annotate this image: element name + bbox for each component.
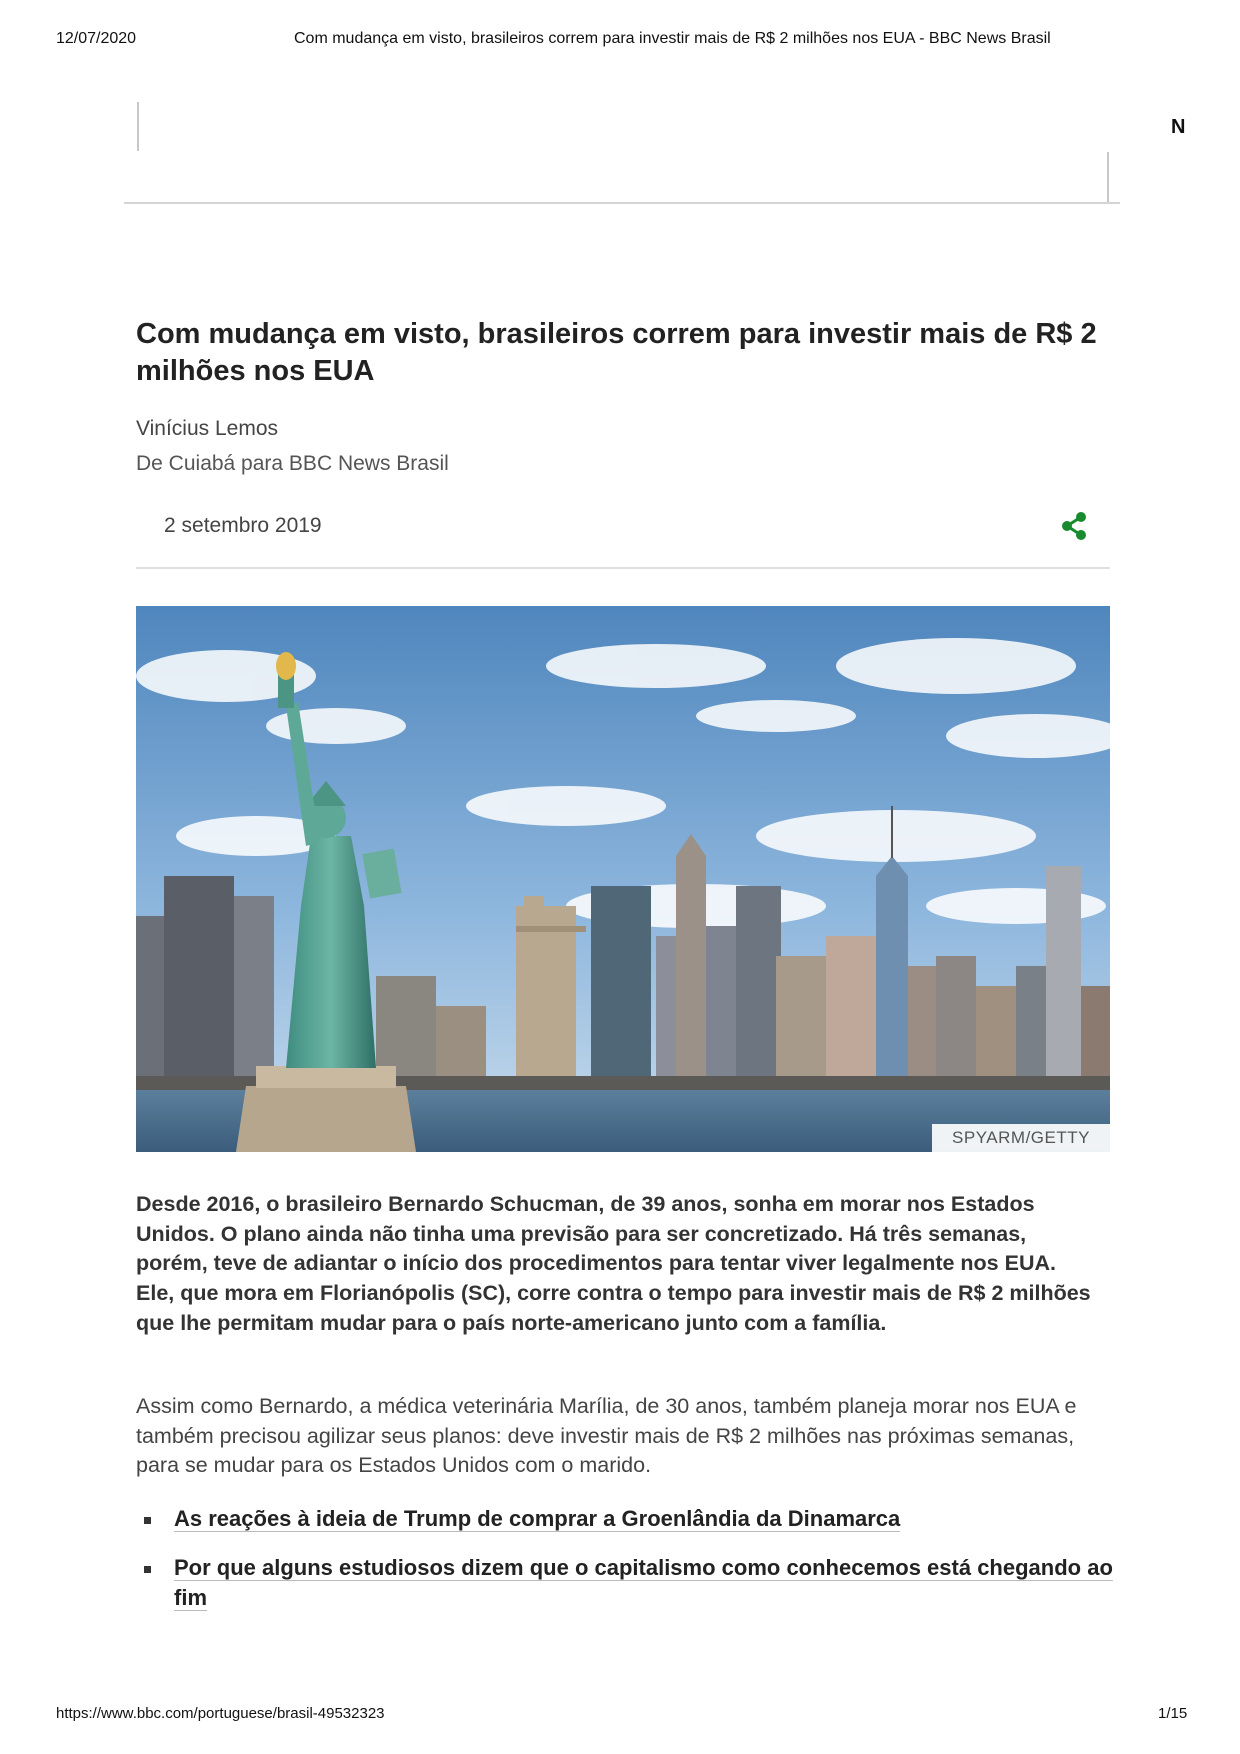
article-lead: Desde 2016, o brasileiro Bernardo Schucman, de 39 anos, sonha em morar nos Estados Unidos. O plano ainda não tinha uma previsão para ser concretizado. Há três semanas, porém, teve de adiantar o início dos procedimentos para tentar viver legalmente nos EUA. Ele, que mora em Florianópolis (SC), corre contra o tempo para investir mais de R$ 2 milhões que lhe permitam mudar para o país norte-americano junto com a família. (136, 1192, 1091, 1335)
related-link[interactable]: Por que alguns estudiosos dizem que o capitalismo como conhecemos está chegando ao fim (174, 1555, 1113, 1610)
topbar-divider-right (1107, 152, 1109, 202)
related-link[interactable]: As reações à ideia de Trump de comprar a Groenlândia da Dinamarca (174, 1506, 901, 1531)
share-icon[interactable] (1058, 510, 1090, 542)
article-author: Vinícius Lemos (136, 417, 279, 440)
article-paragraph: Assim como Bernardo, a médica veterinária Marília, de 30 anos, também planeja morar nos EUA e também precisou agilizar seus planos: deve investir mais de R$ 2 milhões nas próximas semanas, para se mudar para os Estados Unidos com o marido. (136, 1394, 1077, 1477)
topbar-divider-left (137, 102, 139, 151)
meta-divider (136, 567, 1110, 569)
hero-image (136, 606, 1110, 1152)
topbar-menu-label[interactable]: N (1171, 116, 1186, 138)
print-footer-page-number: 1/15 (1158, 1705, 1188, 1722)
bullet-icon (144, 1517, 151, 1524)
print-page-title: Com mudança em visto, brasileiros correm para investir mais de R$ 2 milhões nos EUA - BBC News Brasil (294, 30, 1051, 47)
article-date: 2 setembro 2019 (164, 514, 322, 537)
print-header (56, 30, 1184, 50)
bullet-icon (144, 1566, 151, 1573)
article-headline: Com mudança em visto, brasileiros correm para investir mais de R$ 2 milhões nos EUA (136, 318, 1097, 387)
print-date: 12/07/2020 (56, 30, 137, 47)
related-links (136, 1504, 1116, 1632)
print-footer-url: https://www.bbc.com/portuguese/brasil-49532323 (56, 1705, 385, 1722)
topbar-bottom-border (124, 202, 1120, 204)
article-byline: De Cuiabá para BBC News Brasil (136, 452, 449, 475)
related-link-item (136, 1504, 1116, 1534)
image-credit: SPYARM/GETTY (932, 1124, 1110, 1152)
related-link-item (136, 1553, 1116, 1613)
